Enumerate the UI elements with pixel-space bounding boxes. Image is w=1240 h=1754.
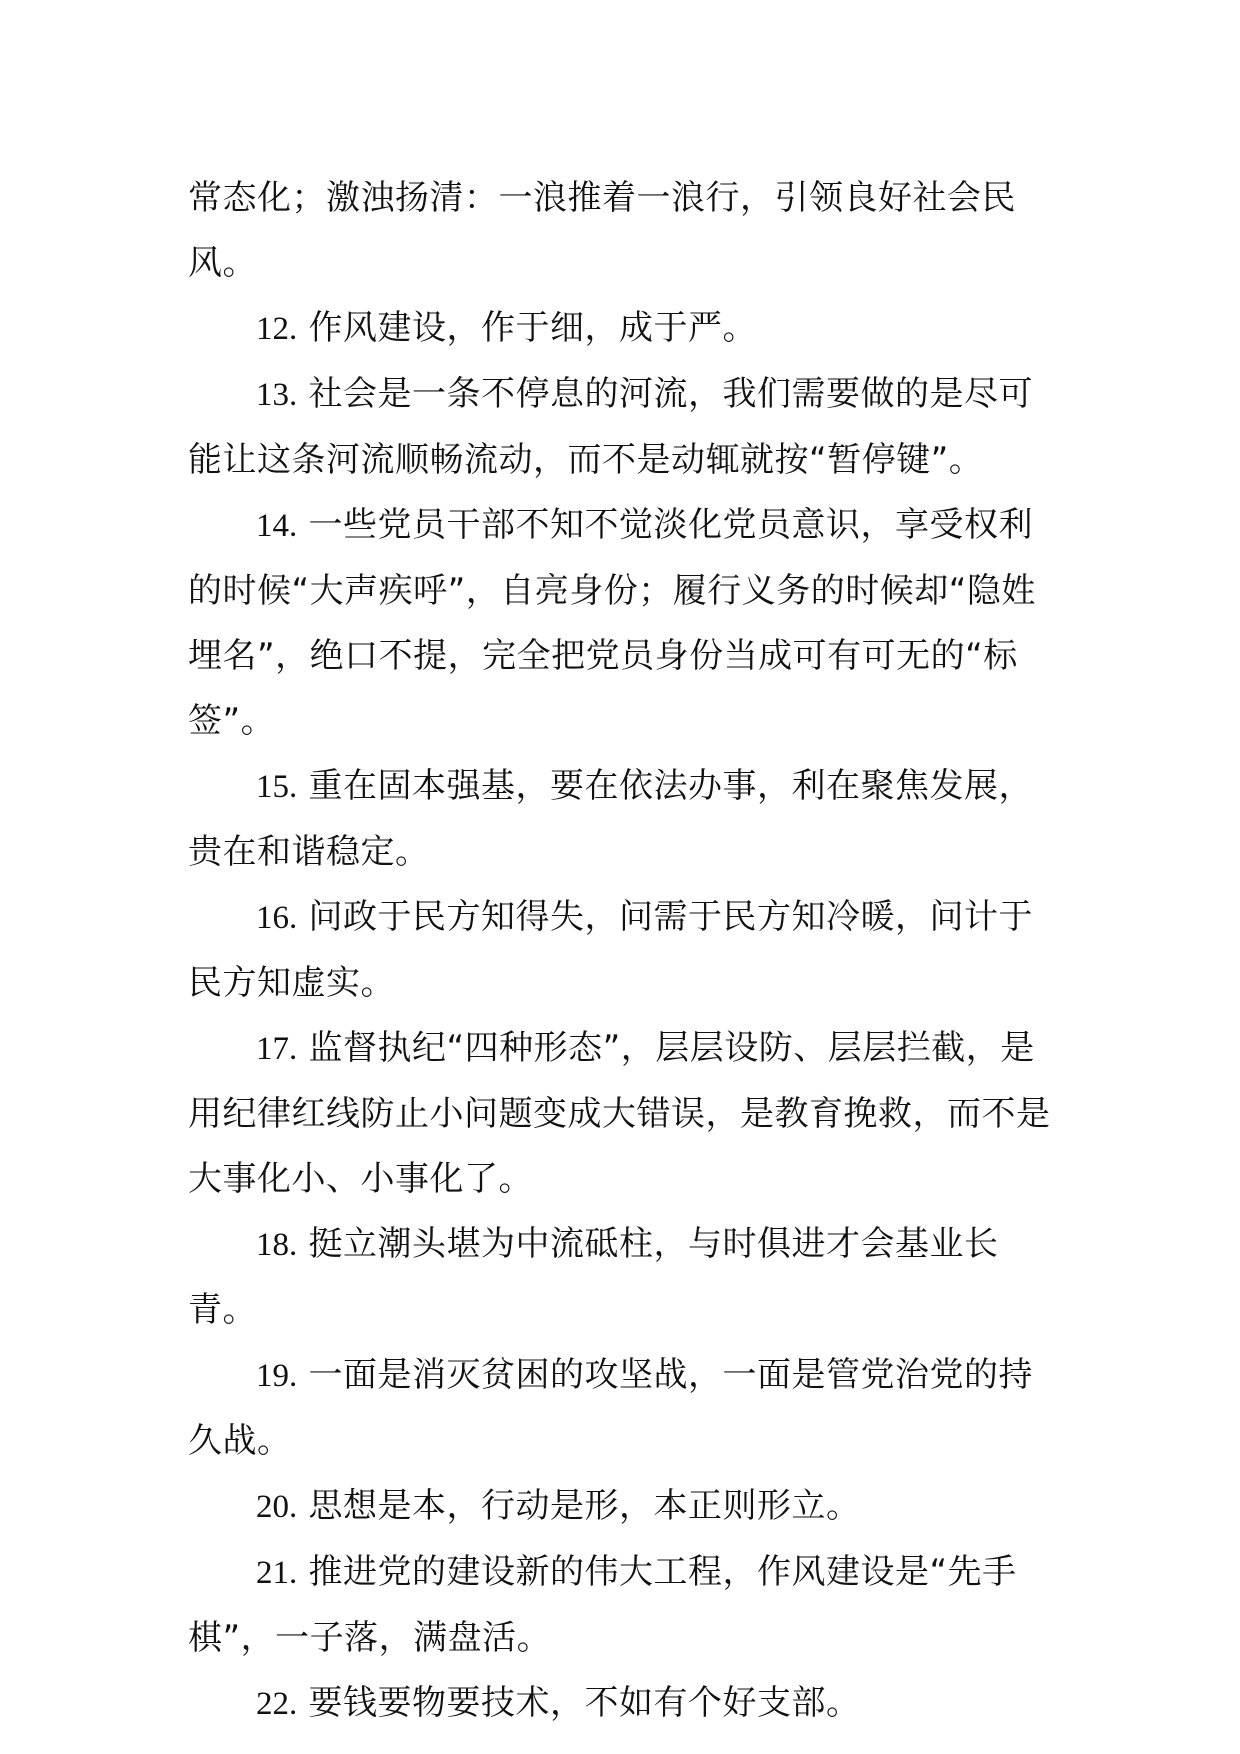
item-text: 推进党的建设新的伟大工程，作风建设是“先手棋”，一子落，满盘活。: [188, 1552, 1017, 1658]
list-item-20: [188, 1474, 1058, 1540]
continuation-paragraph: 常态化；激浊扬清：一浪推着一浪行，引领良好社会民风。: [188, 178, 1016, 283]
item-text: 思想是本，行动是形，本正则形立。: [297, 1486, 861, 1526]
list-item-19: [188, 1343, 1058, 1474]
item-text: 一面是消灭贫困的攻坚战，一面是管党治党的持久战。: [188, 1355, 1034, 1461]
item-text: 问政于民方知得失，问需于民方知冷暖，问计于民方知虚实。: [188, 897, 1034, 1003]
item-text: 一些党员干部不知不觉淡化党员意识，享受权利的时候“大声疾呼”，自亮身份；履行义务的时候却“隐姓埋名”，绝口不提，完全把党员身份当成可有可无的“标签”。: [188, 505, 1036, 741]
list-item-18: [188, 1212, 1058, 1343]
list-item-13: [188, 362, 1058, 493]
list-item-12: [188, 296, 1058, 362]
item-text: 社会是一条不停息的河流，我们需要做的是尽可能让这条河流顺畅流动，而不是动辄就按“暂停键”。: [188, 374, 1034, 480]
item-number: 13.: [256, 377, 298, 413]
item-text: 监督执纪“四种形态”，层层设防、层层拦截，是用纪律红线防止小问题变成大错误，是教育挽救，而不是大事化小、小事化了。: [188, 1028, 1051, 1199]
item-text: 要钱要物要技术，不如有个好支部。: [297, 1683, 861, 1723]
item-number: 16.: [256, 900, 298, 936]
list-item-14: [188, 493, 1058, 754]
document-body: [188, 166, 1058, 1737]
item-text: 重在固本强基，要在依法办事，利在聚焦发展，贵在和谐稳定。: [188, 766, 1034, 872]
item-number: 12.: [256, 311, 298, 347]
item-number: 18.: [256, 1227, 298, 1263]
item-number: 14.: [256, 508, 298, 544]
item-number: 20.: [256, 1489, 298, 1525]
item-number: 21.: [256, 1555, 298, 1591]
item-text: 作风建设，作于细，成于严。: [297, 308, 758, 348]
list-item-21: [188, 1540, 1058, 1671]
list-item-16: [188, 885, 1058, 1016]
item-text: 挺立潮头堪为中流砥柱，与时俱进才会基业长青。: [188, 1224, 999, 1330]
item-number: 15.: [256, 769, 298, 805]
list-item-15: [188, 754, 1058, 885]
item-number: 19.: [256, 1358, 298, 1394]
item-number: 17.: [256, 1031, 298, 1067]
item-number: 22.: [256, 1686, 298, 1722]
list-item-17: [188, 1016, 1058, 1212]
list-item-22: [188, 1671, 1058, 1737]
